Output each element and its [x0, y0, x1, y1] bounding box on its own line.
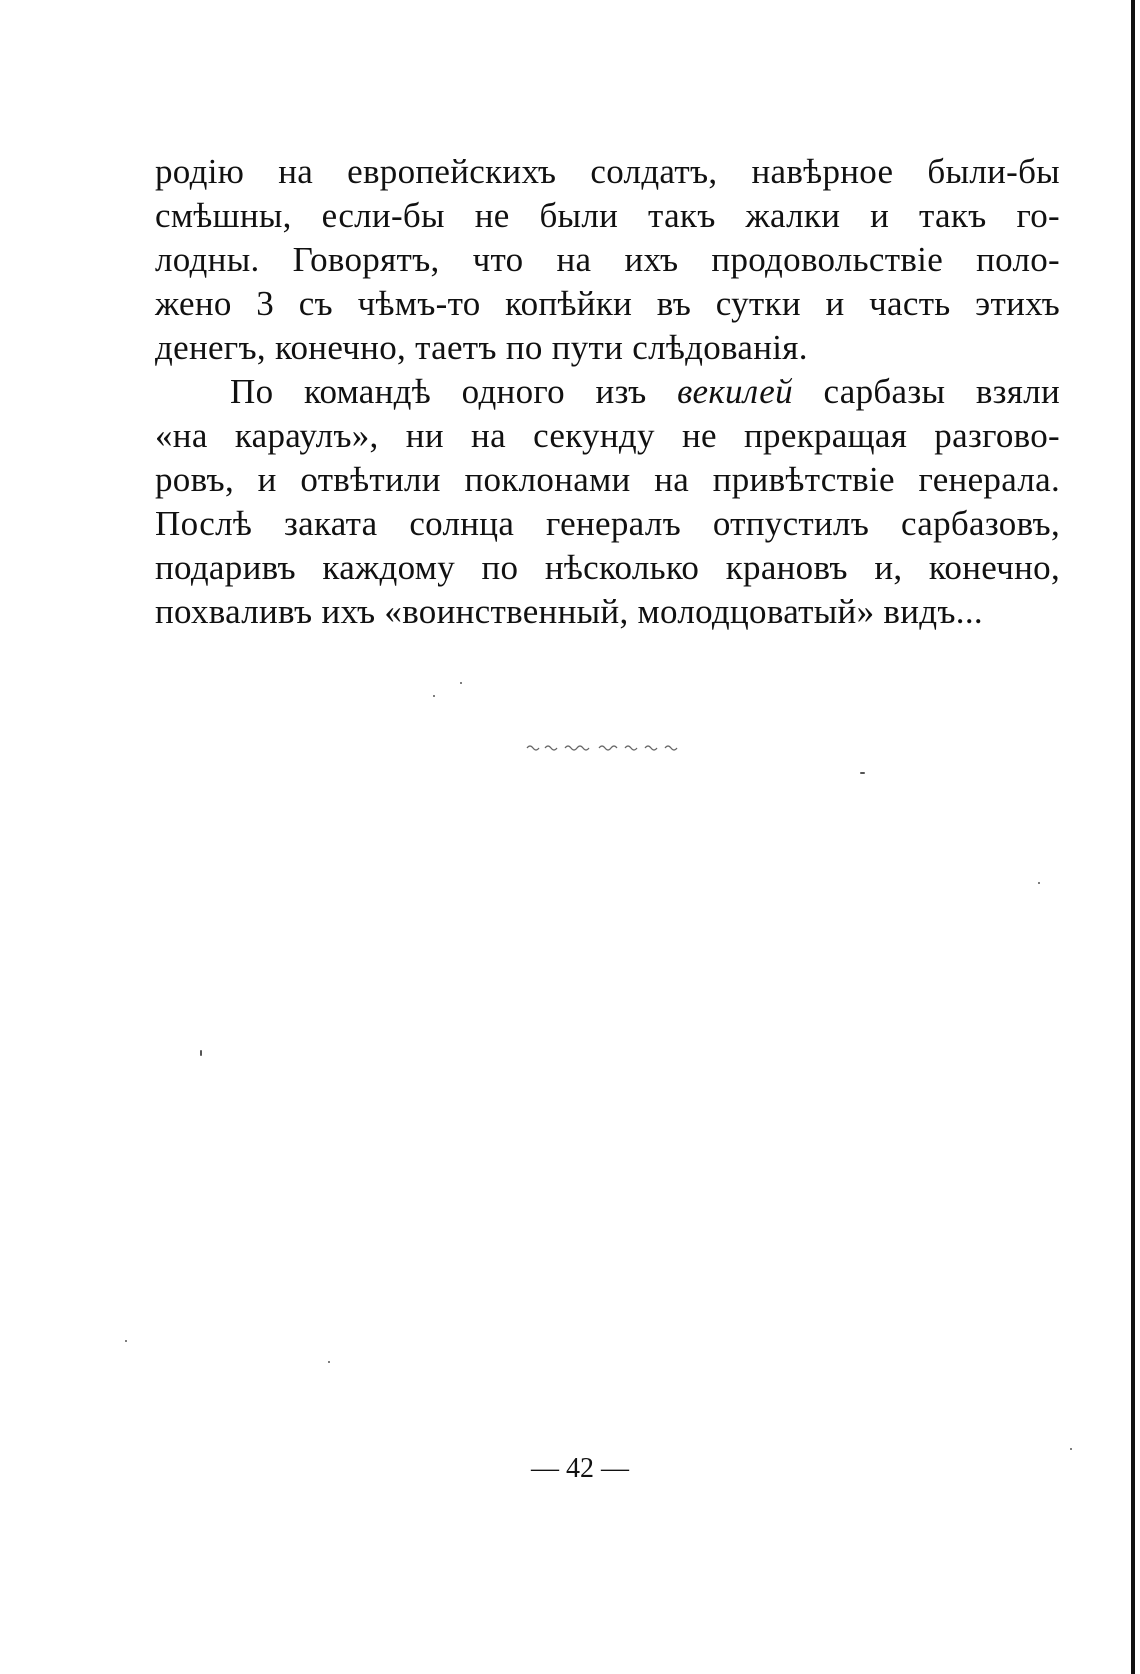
text-segment: сарбазы взяли	[792, 372, 1060, 411]
text-line: подаривъ каждому по нѣсколько крановъ и, конечно,	[155, 548, 1060, 587]
text-line: ровъ, и отвѣтили поклонами на привѣтствіе генерала.	[155, 460, 1060, 499]
scan-speck	[433, 695, 435, 697]
body-text	[155, 150, 1060, 634]
text-line: лодны. Говорятъ, что на ихъ продовольствіе поло-	[155, 240, 1060, 279]
scan-speck	[328, 1361, 330, 1363]
text-line: денегъ, конечно, таетъ по пути слѣдованія.	[155, 328, 808, 367]
text-line: похваливъ ихъ «воинственный, молодцоватый» видъ...	[155, 592, 983, 631]
scan-speck	[125, 1340, 127, 1342]
scan-speck	[860, 772, 865, 774]
text-line: родію на европейскихъ солдатъ, навѣрное были-бы	[155, 152, 1060, 191]
page-edge-line	[1131, 0, 1135, 1674]
scan-speck	[460, 682, 462, 684]
scan-speck	[200, 1050, 202, 1056]
text-line: жено 3 съ чѣмъ-то копѣйки въ сутки и часть этихъ	[155, 284, 1060, 323]
text-line: «на караулъ», ни на секунду не прекращая разгово-	[155, 416, 1060, 455]
scan-speck	[1070, 1448, 1072, 1450]
ornament-divider	[525, 740, 685, 754]
page-number: — 42 —	[531, 1453, 629, 1484]
text-line: Послѣ заката солнца генералъ отпустилъ сарбазовъ,	[155, 504, 1060, 543]
scan-speck	[1038, 882, 1040, 884]
paragraph-first-line	[155, 370, 1060, 414]
text-segment: По командѣ одного изъ	[230, 372, 678, 411]
italic-term: векилей	[677, 372, 793, 411]
text-line: смѣшны, если-бы не были такъ жалки и такъ го-	[155, 196, 1060, 235]
